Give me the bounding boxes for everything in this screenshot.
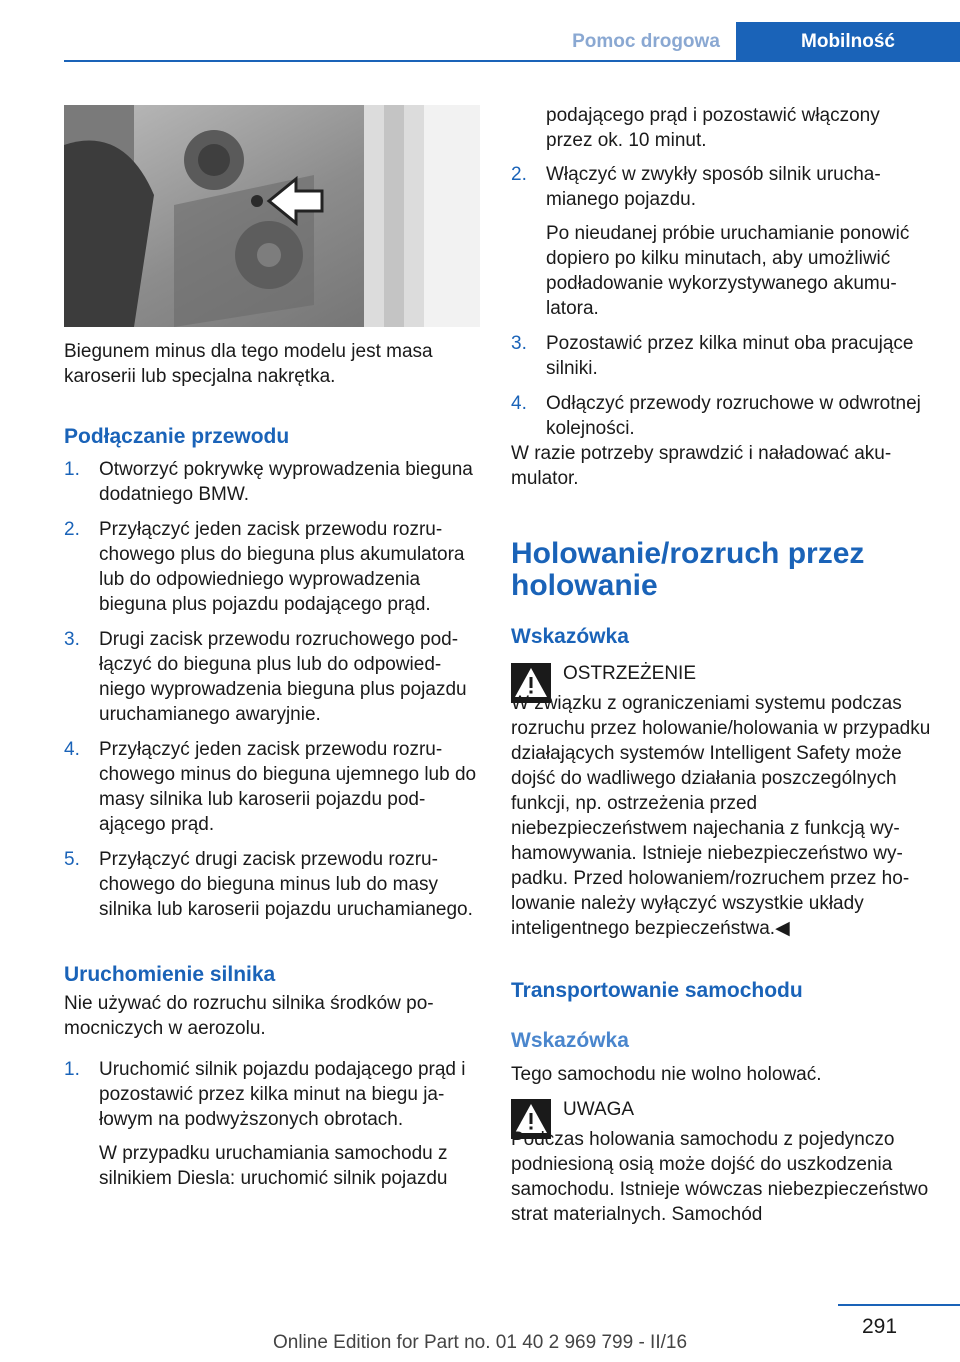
list-number: 5. — [64, 849, 80, 870]
caution-text: Podczas holowania samochodu z pojedynczo podniesioną osią może dojść do uszkodzenia samochodu. Istnieje wówczas niebezpieczeństwo strat materialnych. Samochód — [511, 1129, 929, 1225]
header-tab-mobilnosc: Mobilność — [736, 22, 960, 62]
note-text: Tego samochodu nie wolno holować. — [511, 1064, 822, 1085]
after-list-text: W razie potrzeby sprawdzić i naładować akumulator. — [511, 443, 892, 489]
start-steps-continued — [511, 162, 931, 441]
list-text: Uruchomić silnik pojazdu podającego prąd i pozostawić przez kilka minut na biegu jałowym na podwyższonych obrotach. — [99, 1059, 466, 1130]
list-text: Przyłączyć jeden zacisk przewodu rozruchowego minus do bieguna ujemnego lub do masy silnika lub karoserii pojazdu podającego prąd. — [99, 739, 477, 835]
list-item — [64, 457, 480, 507]
section-title-holowanie: Holowanie/rozruch przez holowanie — [511, 537, 865, 602]
list-text: Przyłączyć jeden zacisk przewodu rozruchowego plus do bieguna plus akumulatora lub do odpowiedniego wyprowadzenia bieguna plus pojazdu podającego prąd. — [99, 519, 465, 615]
page-number: 291 — [862, 1315, 898, 1338]
warning-label: OSTRZEŻENIE — [563, 663, 697, 684]
list-item — [64, 627, 480, 727]
list-text: Drugi zacisk przewodu rozruchowego podłączyć do bieguna plus lub do odpowiedniego wyprowadzenia bieguna plus pojazdu uruchamianego awaryjnie. — [99, 629, 467, 725]
list-item — [511, 162, 931, 321]
section-intro: Nie używać do rozruchu silnika środków pomocniczych w aerozolu. — [64, 993, 434, 1039]
section-title-podlaczanie: Podłączanie przewodu — [64, 425, 290, 448]
note-title-wskazowka: Wskazówka — [511, 625, 629, 648]
list-text: Odłączyć przewody rozruchowe w odwrotnej kolejności. — [546, 393, 921, 439]
list-text: Włączyć w zwykły sposób silnik uruchamianego pojazdu. — [546, 164, 881, 210]
footer-rule — [838, 1304, 960, 1306]
list-item — [64, 517, 480, 617]
list-text: Przyłączyć drugi zacisk przewodu rozruchowego do bieguna minus lub do masy silnika lub karoserii pojazdu uruchamianego. — [99, 849, 473, 920]
list-text: Otworzyć pokrywkę wyprowadzenia bieguna dodatniego BMW. — [99, 459, 473, 505]
list-number: 2. — [511, 164, 527, 185]
list-number: 1. — [64, 459, 80, 480]
list-subtext: W przypadku uruchamiania samochodu z silnikiem Diesla: uruchomić silnik pojazdu — [99, 1143, 448, 1189]
list-text: Pozostawić przez kilka minut oba pracujące silniki. — [546, 333, 914, 379]
section-title-uruchomienie: Uruchomienie silnika — [64, 963, 276, 986]
section-title-transport: Transportowanie samochodu — [511, 979, 803, 1002]
list-number: 3. — [511, 333, 527, 354]
list-number: 3. — [64, 629, 80, 650]
photo-caption: Biegunem minus dla tego modelu jest masa karoserii lub specjalna nakrętka. — [64, 341, 433, 387]
list-item — [511, 391, 931, 441]
header-tab-pomoc-drogowa: Pomoc drogowa — [556, 22, 736, 62]
list-subtext: Po nieudanej próbie uruchamianie ponowić dopiero po kilku minutach, aby umożliwić podładowanie wykorzystywanego akumulatora. — [546, 223, 910, 319]
warning-text: W związku z ograniczeniami systemu podczas rozruchu przez holowanie/holowania w przypadku działających systemów Intelligent Safety może dojść do wadliwego działania poszczególnych funkcji, np. ostrzeżenia przed niebezpieczeństwem najechania z funkcją wyhamowywania. Istnieje niebezpieczeństwo wypadku. Przed holowaniem/rozruchem przez holowanie należy wyłączyć wszystkie układy inteligentnego bezpieczeństwa.◀ — [511, 693, 931, 939]
footer-edition: Online Edition for Part no. 01 40 2 969 799 - II/16 — [272, 1332, 688, 1353]
engine-bay-photo — [64, 105, 480, 327]
connection-steps — [64, 457, 480, 922]
list-item — [64, 1057, 480, 1191]
list-number: 4. — [64, 739, 80, 760]
continued-text: podającego prąd i pozostawić włączony przez ok. 10 minut. — [546, 105, 880, 151]
warning-block — [511, 661, 931, 686]
list-item — [64, 847, 480, 922]
list-number: 4. — [511, 393, 527, 414]
list-number: 2. — [64, 519, 80, 540]
caution-label: UWAGA — [563, 1099, 635, 1120]
list-item — [511, 331, 931, 381]
header-rule — [64, 60, 960, 62]
note-title-wskazowka-2: Wskazówka — [511, 1029, 629, 1052]
list-number: 1. — [64, 1059, 80, 1080]
list-item — [64, 737, 480, 837]
caution-block — [511, 1097, 931, 1122]
start-steps — [64, 1057, 480, 1191]
